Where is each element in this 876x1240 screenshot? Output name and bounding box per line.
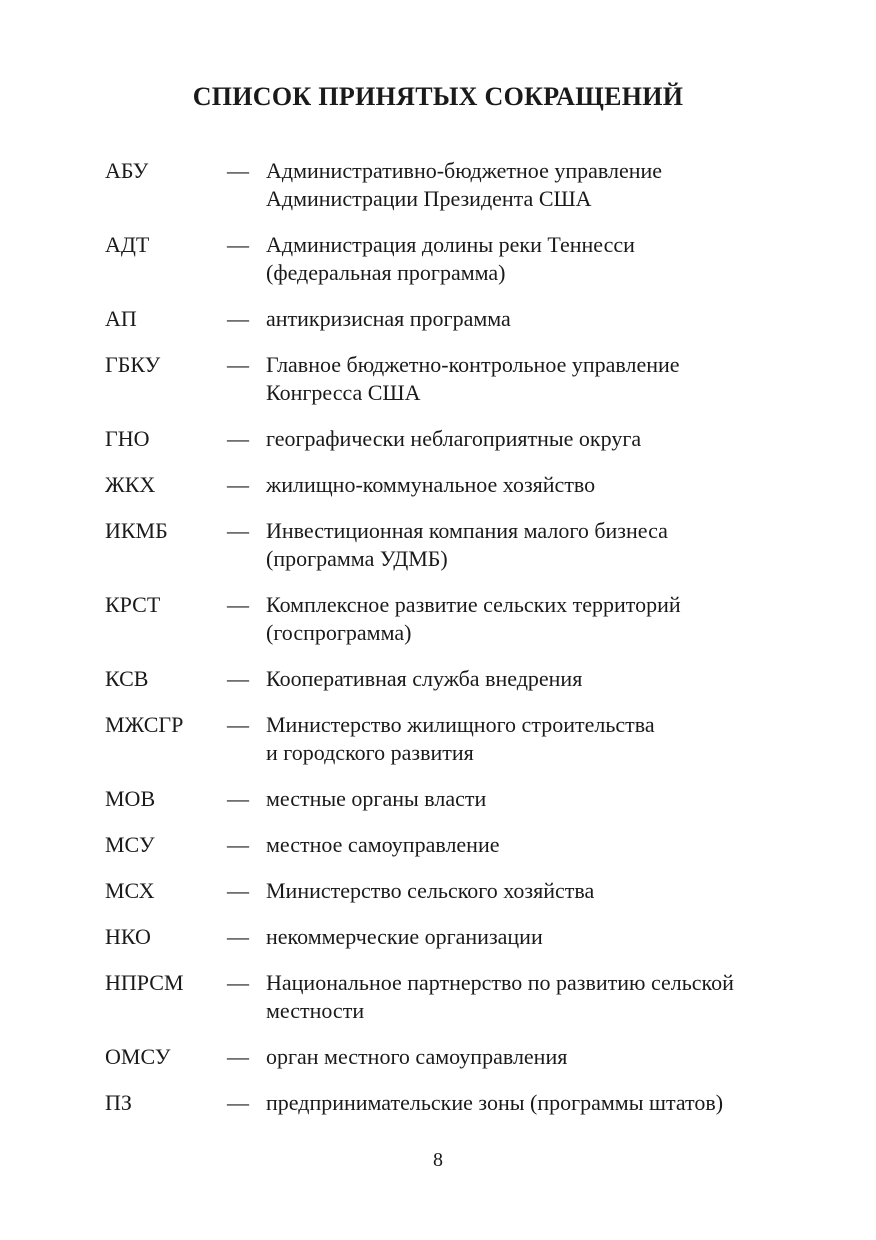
definition-line: Национальное партнерство по развитию сельской xyxy=(266,970,734,995)
abbreviation: МСУ xyxy=(105,832,155,857)
abbreviation: ИКМБ xyxy=(105,518,168,543)
abbreviation: НКО xyxy=(105,924,151,949)
em-dash: — xyxy=(227,832,249,857)
abbreviation: АДТ xyxy=(105,232,150,257)
em-dash: — xyxy=(227,712,249,737)
em-dash: — xyxy=(227,878,249,903)
list-item xyxy=(105,351,805,407)
em-dash: — xyxy=(227,158,249,183)
abbreviation: ОМСУ xyxy=(105,1044,171,1069)
em-dash: — xyxy=(227,666,249,691)
definition-line: географически неблагоприятные округа xyxy=(266,426,642,451)
abbreviation: АП xyxy=(105,306,137,331)
em-dash: — xyxy=(227,306,249,331)
abbreviation: ГНО xyxy=(105,426,150,451)
em-dash: — xyxy=(227,232,249,257)
definition-line: Инвестиционная компания малого бизнеса xyxy=(266,518,668,543)
definition-line: Министерство жилищного строительства xyxy=(266,712,655,737)
list-item xyxy=(105,785,805,813)
em-dash: — xyxy=(227,924,249,949)
list-item xyxy=(105,1043,805,1071)
definition xyxy=(266,1043,805,1071)
abbreviation: МСХ xyxy=(105,878,155,903)
definition-line: местные органы власти xyxy=(266,786,487,811)
definition-line: (федеральная программа) xyxy=(266,260,506,285)
list-item xyxy=(105,831,805,859)
definition-line: жилищно-коммунальное хозяйство xyxy=(266,472,596,497)
definition xyxy=(266,471,805,499)
em-dash: — xyxy=(227,518,249,543)
list-item xyxy=(105,665,805,693)
definition-line: орган местного самоуправления xyxy=(266,1044,568,1069)
definition-line: предпринимательские зоны (программы штатов) xyxy=(266,1090,724,1115)
abbreviation: МОВ xyxy=(105,786,156,811)
list-item xyxy=(105,231,805,287)
definition xyxy=(266,785,805,813)
list-item xyxy=(105,877,805,905)
definition xyxy=(266,711,805,767)
definition-line: Главное бюджетно-контрольное управление xyxy=(266,352,680,377)
definition xyxy=(266,157,805,213)
list-item xyxy=(105,305,805,333)
definition xyxy=(266,923,805,951)
page-title: СПИСОК ПРИНЯТЫХ СОКРАЩЕНИЙ xyxy=(192,82,684,111)
definition xyxy=(266,351,805,407)
page-number: 8 xyxy=(433,1149,443,1171)
abbreviation: КСВ xyxy=(105,666,149,691)
em-dash: — xyxy=(227,1090,249,1115)
list-item xyxy=(105,591,805,647)
definition-line: Министерство сельского хозяйства xyxy=(266,878,595,903)
abbreviation: ГБКУ xyxy=(105,352,161,377)
abbreviation: МЖСГР xyxy=(105,712,184,737)
list-item xyxy=(105,157,805,213)
definition xyxy=(266,591,805,647)
definition-line: и городского развития xyxy=(266,740,474,765)
definition-line: местное самоуправление xyxy=(266,832,500,857)
list-item xyxy=(105,923,805,951)
list-item xyxy=(105,471,805,499)
definition-line: Администрация долины реки Теннесси xyxy=(266,232,635,257)
abbreviation: АБУ xyxy=(105,158,149,183)
definition-line: Комплексное развитие сельских территорий xyxy=(266,592,681,617)
abbreviation: НПРСМ xyxy=(105,970,184,995)
list-item xyxy=(105,517,805,573)
list-item xyxy=(105,1089,805,1117)
em-dash: — xyxy=(227,592,249,617)
em-dash: — xyxy=(227,970,249,995)
definition xyxy=(266,231,805,287)
list-item xyxy=(105,425,805,453)
definition xyxy=(266,969,805,1025)
abbreviation-list xyxy=(105,157,805,1135)
definition-line: Конгресса США xyxy=(266,380,421,405)
em-dash: — xyxy=(227,472,249,497)
definition xyxy=(266,425,805,453)
em-dash: — xyxy=(227,786,249,811)
list-item xyxy=(105,711,805,767)
definition-line: местности xyxy=(266,998,365,1023)
definition xyxy=(266,831,805,859)
definition xyxy=(266,877,805,905)
em-dash: — xyxy=(227,352,249,377)
definition-line: некоммерческие организации xyxy=(266,924,543,949)
abbreviation: КРСТ xyxy=(105,592,161,617)
definition-line: антикризисная программа xyxy=(266,306,511,331)
abbreviation: ПЗ xyxy=(105,1090,132,1115)
definition xyxy=(266,665,805,693)
definition xyxy=(266,1089,805,1117)
abbreviation: ЖКХ xyxy=(105,472,156,497)
definition xyxy=(266,517,805,573)
definition-line: (программа УДМБ) xyxy=(266,546,448,571)
definition-line: Кооперативная служба внедрения xyxy=(266,666,583,691)
em-dash: — xyxy=(227,426,249,451)
definition-line: Административно-бюджетное управление xyxy=(266,158,663,183)
em-dash: — xyxy=(227,1044,249,1069)
definition-line: Администрации Президента США xyxy=(266,186,592,211)
definition-line: (госпрограмма) xyxy=(266,620,412,645)
list-item xyxy=(105,969,805,1025)
definition xyxy=(266,305,805,333)
